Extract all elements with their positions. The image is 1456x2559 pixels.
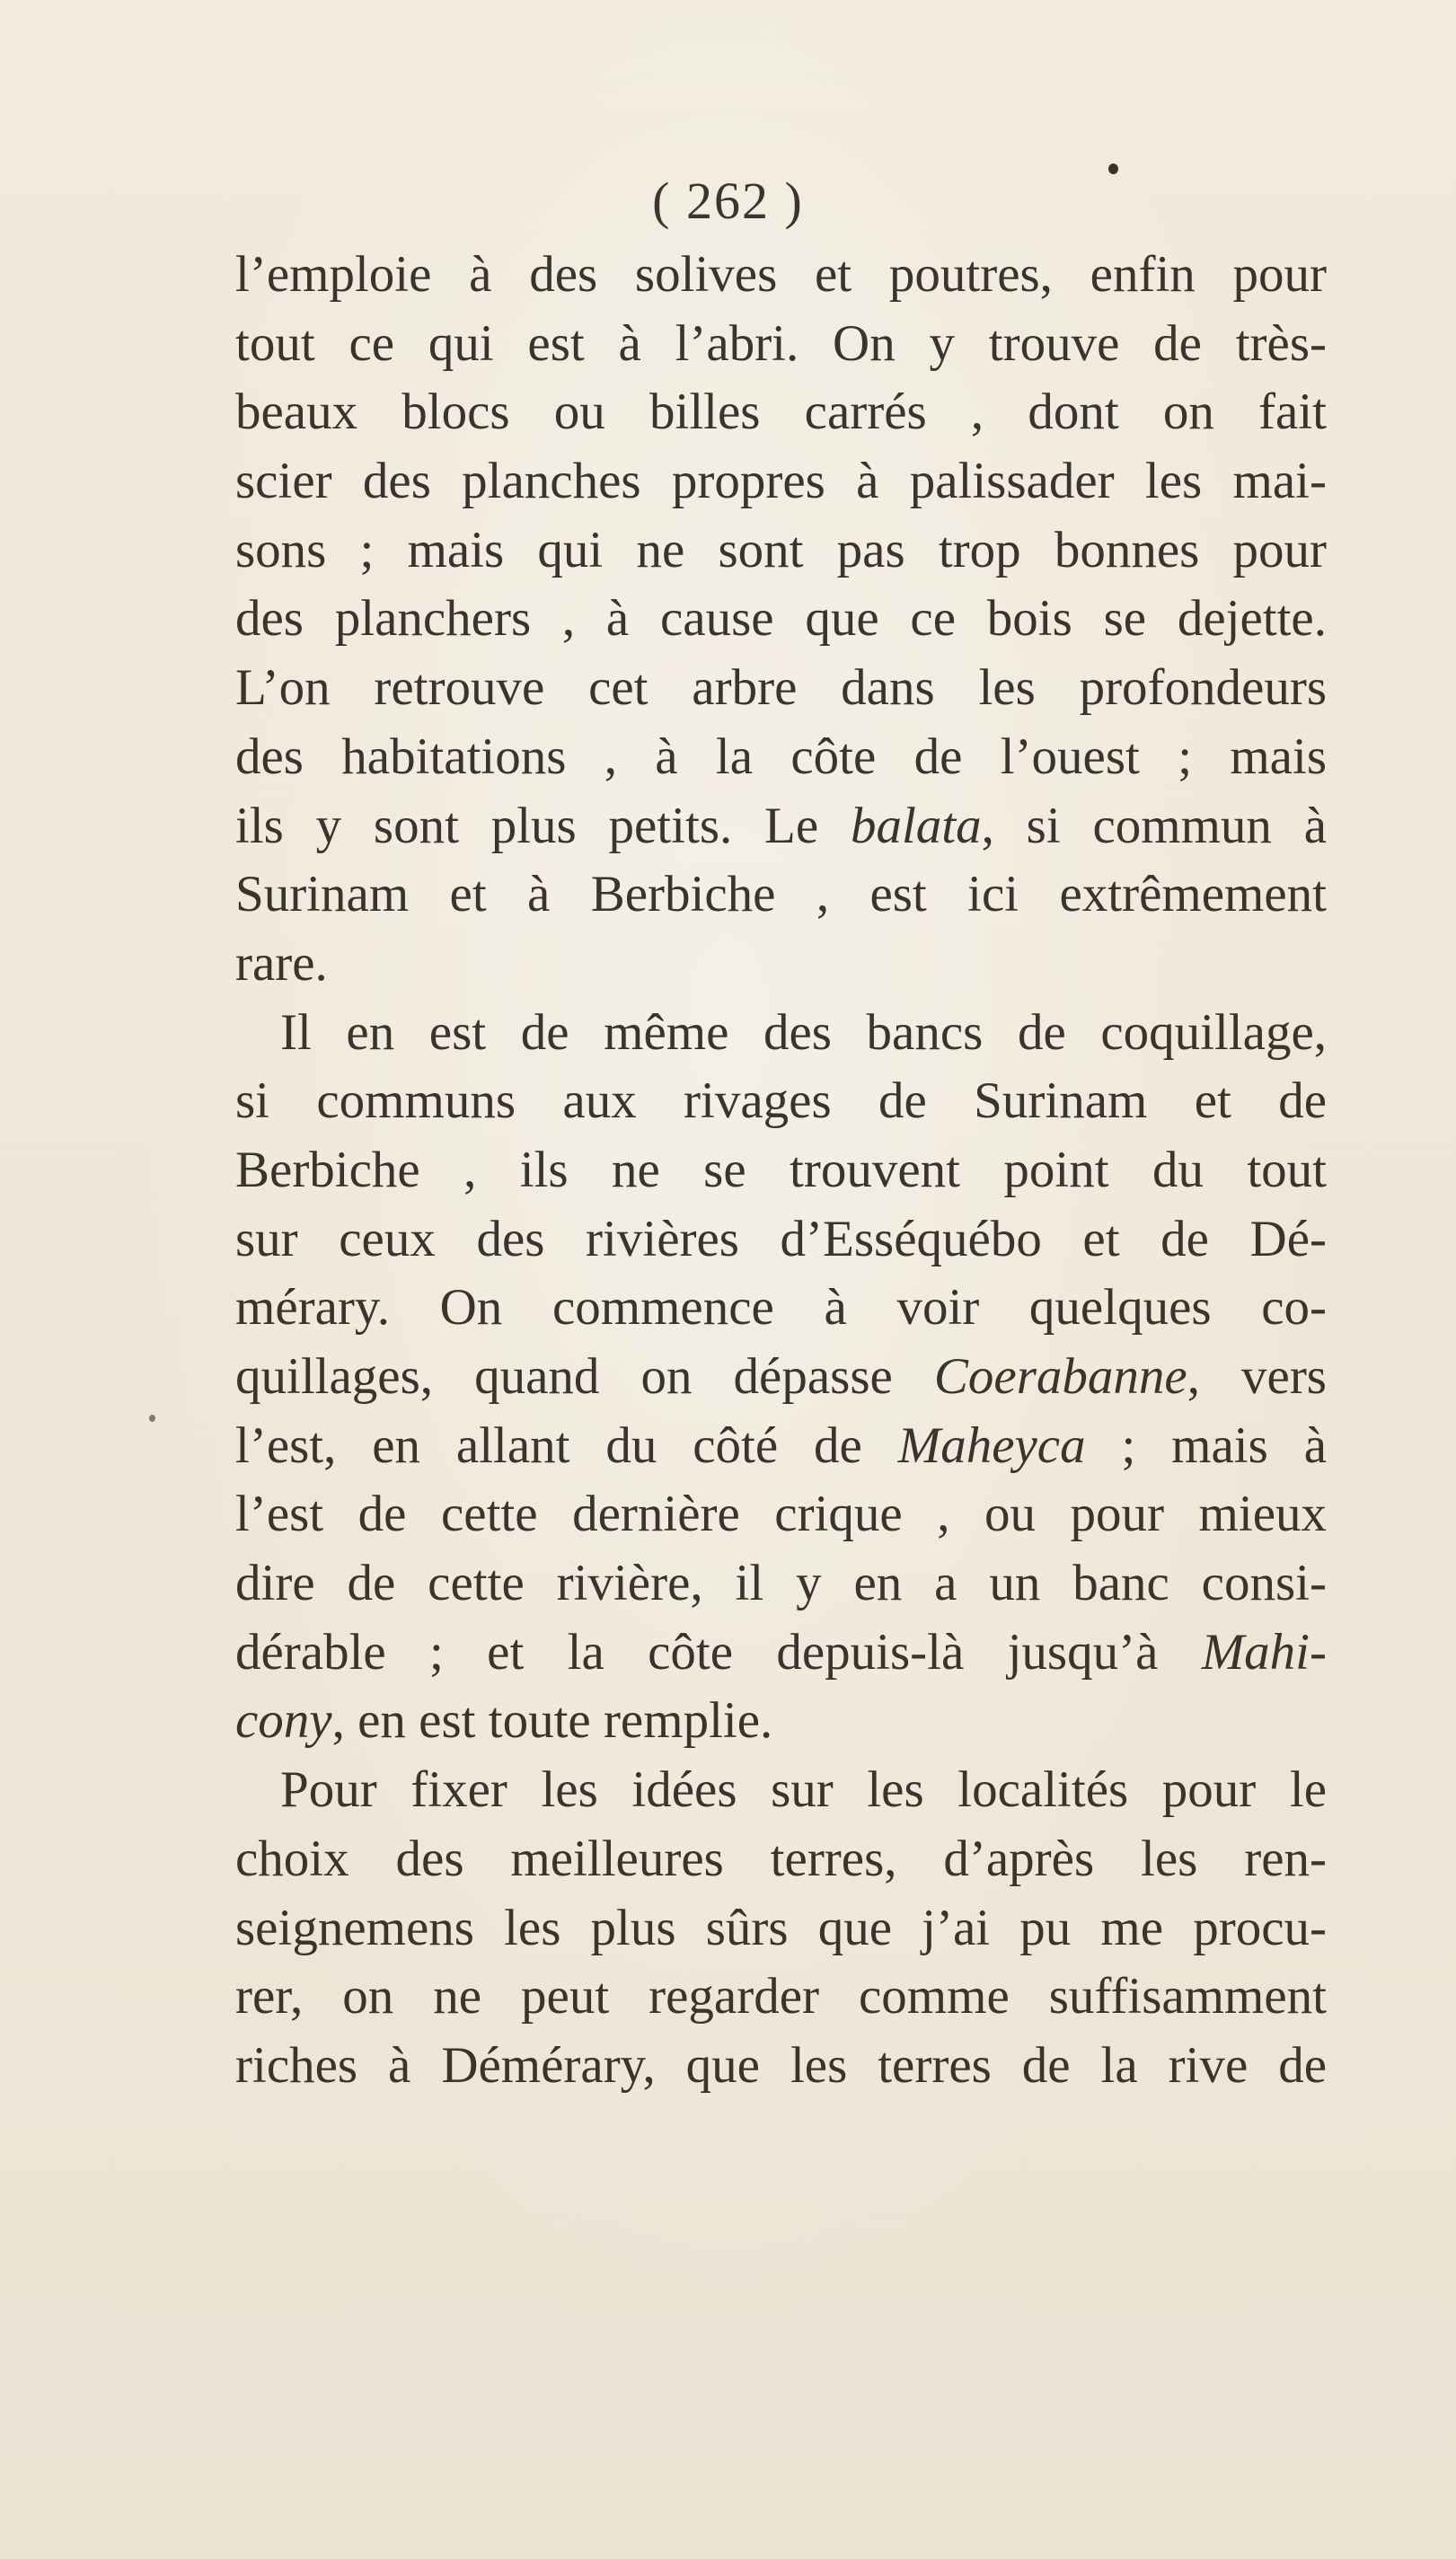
page-number: ( 262 ) (652, 172, 804, 230)
text-line (235, 1412, 1327, 1481)
italic-term: Mahi- (1201, 1623, 1327, 1681)
text-line: tout ce qui est à l’abri. On y trouve de très- (235, 314, 1327, 372)
italic-term: cony (235, 1692, 332, 1750)
text-line: l’est de cette dernière crique , ou pour mieux (235, 1486, 1327, 1543)
text-segment: l’est, en allant du côté de (235, 1416, 898, 1474)
text-segment: quillages, quand on dépasse (235, 1348, 934, 1405)
text-segment: , vers (1187, 1348, 1327, 1405)
text-line (235, 792, 1327, 861)
text-line: seignemens les plus sûrs que j’ai pu me procu- (235, 1899, 1327, 1956)
text-line: des planchers , à cause que ce bois se dejette. (235, 590, 1327, 648)
text-line: riches à Démérary, que les terres de la rive de (235, 2036, 1327, 2094)
text-line: beaux blocs ou billes carrés , dont on fait (235, 384, 1327, 441)
text-line: Pour fixer les idées sur les localités pour le (280, 1761, 1327, 1819)
italic-term: Coerabanne (933, 1348, 1187, 1405)
text-segment: , si commun à (981, 797, 1328, 854)
text-line: l’emploie à des solives et poutres, enfin pour (235, 246, 1327, 303)
text-line: L’on retrouve cet arbre dans les profondeurs (235, 659, 1327, 717)
text-segment: dérable ; et la côte depuis-là jusqu’à (235, 1623, 1202, 1681)
text-line: rer, on ne peut regarder comme suffisamment (235, 1968, 1327, 2025)
text-line (235, 1343, 1327, 1412)
text-segment: , en est toute remplie. (331, 1692, 773, 1750)
text-line: si communs aux rivages de Surinam et de (235, 1072, 1327, 1130)
text-line: Surinam et à Berbiche , est ici extrêmement (235, 866, 1327, 923)
text-line: des habitations , à la côte de l’ouest ; mais (235, 728, 1327, 785)
text-line: choix des meilleures terres, d’après les ren- (235, 1830, 1327, 1887)
text-line: rare. (235, 934, 328, 992)
text-line: scier des planches propres à palissader les mai- (235, 453, 1327, 510)
text-line: sons ; mais qui ne sont pas trop bonnes pour (235, 521, 1327, 578)
text-line (235, 1619, 1327, 1688)
italic-term: balata (850, 797, 982, 854)
text-line (235, 1687, 1327, 1756)
body-text (235, 241, 1327, 2101)
text-segment: ils y sont plus petits. Le (235, 797, 851, 854)
ink-speck (1108, 163, 1118, 174)
text-line: Berbiche , ils ne se trouvent point du tout (235, 1141, 1327, 1198)
text-segment: ; mais à (1085, 1416, 1327, 1474)
text-line: dire de cette rivière, il y en a un banc consi- (235, 1555, 1327, 1612)
text-line: mérary. On commence à voir quelques co- (235, 1279, 1327, 1337)
text-line: sur ceux des rivières d’Esséquébo et de Dé- (235, 1210, 1327, 1267)
ink-speck (149, 1415, 155, 1422)
italic-term: Maheyca (897, 1416, 1086, 1474)
text-line: Il en est de même des bancs de coquillage, (280, 1003, 1327, 1061)
